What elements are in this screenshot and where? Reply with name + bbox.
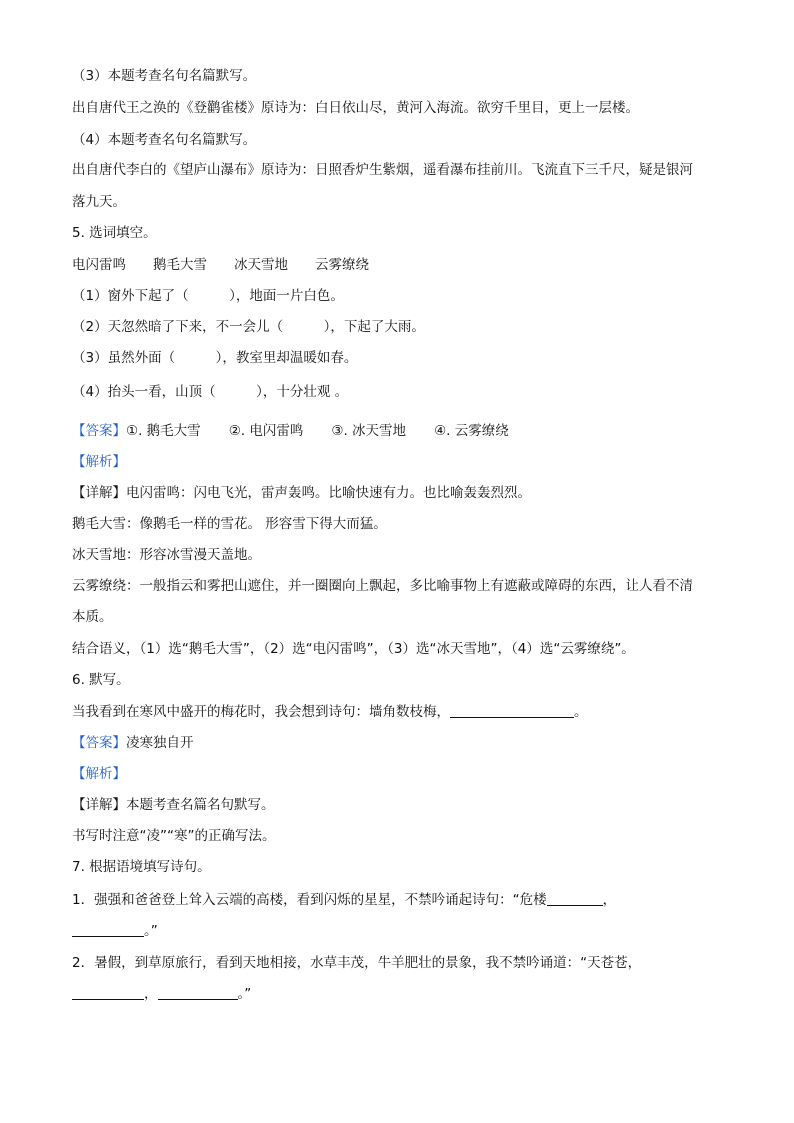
q5-detail-3: 冰天雪地：形容冰雪漫天盖地。 <box>72 547 261 563</box>
answer-tag: 【答案】 <box>72 423 126 439</box>
q5-detail-4-line-1: 云雾缭绕：一般指云和雾把山遮住，并一圈圈向上飘起，多比喻事物上有遮蔽或障碍的东西，让人看不清 <box>72 578 693 594</box>
q6-blank[interactable] <box>450 703 574 718</box>
detail-tag: 【详解】 <box>72 797 126 813</box>
q7-2-sep: ， <box>144 986 158 1002</box>
q5-title: 5. 选词填空。 <box>72 225 157 241</box>
q6-title: 6. 默写。 <box>72 672 130 688</box>
q7-title: 7. 根据语境填写诗句。 <box>72 859 211 875</box>
q3-source: 出自唐代王之涣的《登鹳雀楼》原诗为：白日依山尽，黄河入海流。欲穷千里目，更上一层楼。 <box>72 100 639 116</box>
answer-item-2: ②. 电闪雷鸣 <box>228 423 304 439</box>
q6-analysis-tag: 【解析】 <box>72 766 126 782</box>
q5-sentence-3: （3）虽然外面（ ），教室里却温暖如春。 <box>72 350 358 366</box>
detail-text: 本题考查名篇名句默写。 <box>126 797 275 813</box>
q7-1-line-1 <box>72 890 732 910</box>
q5-detail-4-line-2: 本质。 <box>72 609 113 625</box>
answer-item-4: ④. 云雾缭绕 <box>434 423 509 439</box>
q7-1-prompt: 1．强强和爸爸登上耸入云端的高楼，看到闪烁的星星，不禁吟诵起诗句：“危楼 <box>72 892 547 908</box>
detail-text: 电闪雷鸣：闪电飞光，雷声轰鸣。比喻快速有力。也比喻轰轰烈烈。 <box>126 485 531 501</box>
answer-tag: 【答案】 <box>72 735 126 751</box>
q6-detail <box>72 795 732 815</box>
q5-word-options: 电闪雷鸣 鹅毛大雪 冰天雪地 云雾缭绕 <box>72 257 369 273</box>
answer-item-3: ③. 冰天雪地 <box>331 423 407 439</box>
q7-1-sep: ， <box>602 892 617 908</box>
q4-source-line-2: 落九天。 <box>72 194 126 210</box>
q7-1-blank-2[interactable] <box>72 922 144 937</box>
q5-sentence-2: （2）天忽然暗了下来，不一会儿（ ），下起了大雨。 <box>72 319 425 335</box>
q4-source-line-1: 出自唐代李白的《望庐山瀑布》原诗为：日照香炉生紫烟，遥看瀑布挂前川。飞流直下三千尺，疑是银河 <box>72 162 693 178</box>
q6-text <box>72 702 732 722</box>
q7-2-line-2 <box>72 984 732 1004</box>
q7-2-close: 。” <box>237 986 252 1002</box>
detail-tag: 【详解】 <box>72 485 126 501</box>
q5-conclusion: 结合语义，（1）选“鹅毛大雪”，（2）选“电闪雷鸣”，（3）选“冰天雪地”，（4）选“云雾缭绕”。 <box>72 641 635 657</box>
q5-detail-1 <box>72 483 732 503</box>
q3-note: （3）本题考查名句名篇默写。 <box>72 68 257 84</box>
q6-note: 书写时注意“凌”“寒”的正确写法。 <box>72 828 276 844</box>
q5-detail-2: 鹅毛大雪：像鹅毛一样的雪花。 形容雪下得大而猛。 <box>72 516 387 532</box>
q4-note: （4）本题考查名句名篇默写。 <box>72 132 257 148</box>
q7-1-line-2 <box>72 921 732 941</box>
q7-1-blank-1[interactable] <box>547 891 603 906</box>
q7-1-close: 。” <box>144 923 158 939</box>
q7-2-blank-1[interactable] <box>72 985 144 1000</box>
q6-answer-row <box>72 733 732 753</box>
q5-answer-row <box>72 421 732 441</box>
answer-item-1: ①. 鹅毛大雪 <box>126 423 201 439</box>
q5-sentence-1: （1）窗外下起了（ ），地面一片白色。 <box>72 288 344 304</box>
q6-end: 。 <box>574 704 588 720</box>
q6-prompt: 当我看到在寒风中盛开的梅花时，我会想到诗句：墙角数枝梅， <box>72 704 450 720</box>
q7-2-line-1: 2．暑假，到草原旅行，看到天地相接，水草丰茂，牛羊肥壮的景象，我不禁吟诵道：“天苍苍， <box>72 955 642 971</box>
q5-analysis-tag: 【解析】 <box>72 454 126 470</box>
q6-answer: 凌寒独自开 <box>126 735 194 751</box>
q5-sentence-4: （4）抬头一看，山顶（ ），十分壮观 。 <box>72 384 349 400</box>
q7-2-blank-2[interactable] <box>158 985 238 1000</box>
